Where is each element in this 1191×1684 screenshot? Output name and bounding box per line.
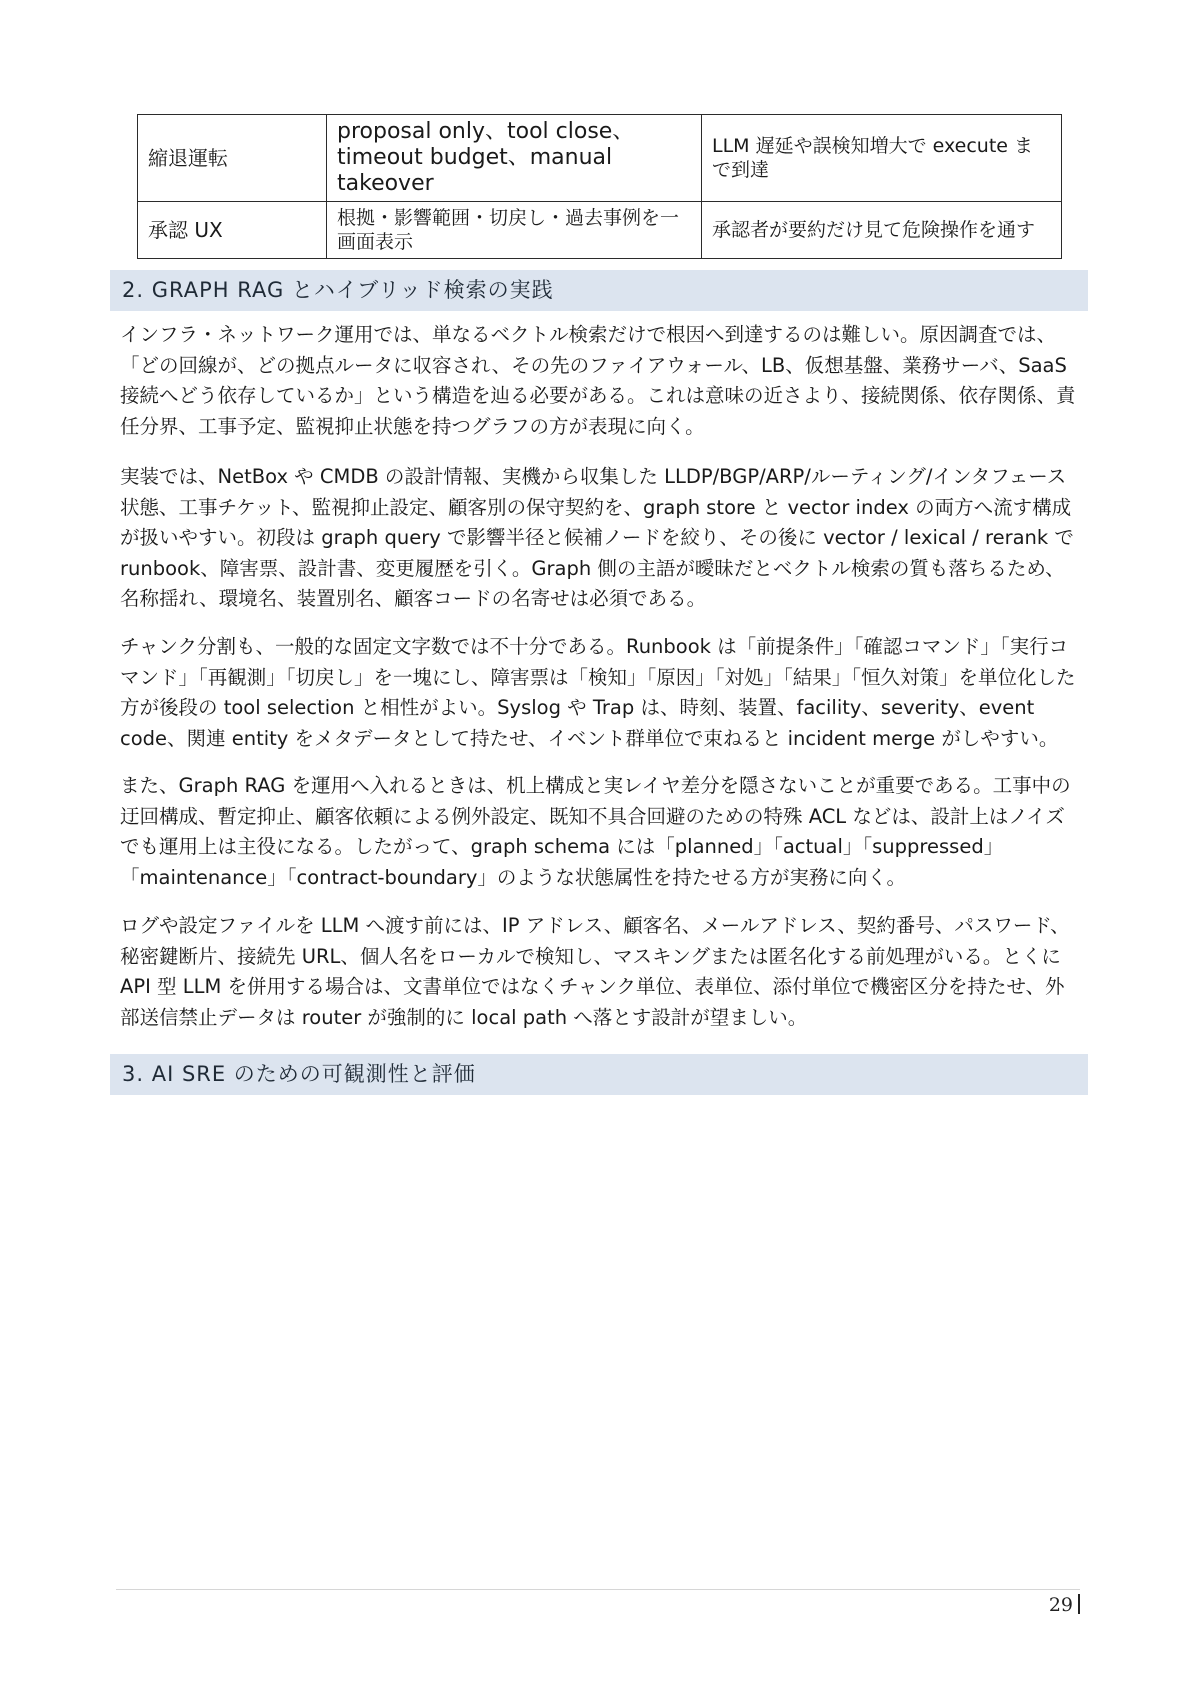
- table-cell: LLM 遅延や誤検知増大で execute まで到達: [702, 115, 1062, 202]
- table-row: [138, 202, 1062, 259]
- table-cell: 承認者が要約だけ見て危険操作を通す: [702, 202, 1062, 259]
- paragraph: ログや設定ファイルを LLM へ渡す前には、IP アドレス、顧客名、メールアドレス、契約番号、パスワード、秘密鍵断片、接続先 URL、個人名をローカルで検知し、マスキングまたは匿名化する前処理がいる。とくに API 型 LLM を併用する場合は、文書単位ではなくチャンク単位、表単位、添付単位で機密区分を持たせ、外部送信禁止データは router が強制的に local path へ落とす設計が望ましい。: [120, 914, 1070, 1029]
- paragraph: 実装では、NetBox や CMDB の設計情報、実機から収集した LLDP/BGP/ARP/ルーティング/インタフェース状態、工事チケット、監視抑止設定、顧客別の保守契約を、graph store と vector index の両方へ流す構成が扱いやすい。初段は graph query で影響半径と候補ノードを絞り、その後に vector / lexical / rerank で runbook、障害票、設計書、変更履歴を引く。Graph 側の主語が曖昧だとベクトル検索の質も落ちるため、名称揺れ、環境名、装置別名、顧客コードの名寄せは必須である。: [120, 465, 1074, 610]
- section-heading: 3. AI SRE のための可観測性と評価: [110, 1054, 1088, 1095]
- page-number-text: 29: [1048, 1594, 1073, 1616]
- section-heading: 2. GRAPH RAG とハイブリッド検索の実践: [110, 270, 1088, 311]
- page-number-bar: [1078, 1594, 1080, 1614]
- table-cell: [327, 115, 702, 202]
- table-cell: 根拠・影響範囲・切戻し・過去事例を一画面表示: [327, 202, 702, 259]
- table-cell: 縮退運転: [138, 115, 327, 202]
- paragraph: また、Graph RAG を運用へ入れるときは、机上構成と実レイヤ差分を隠さないことが重要である。工事中の迂回構成、暫定抑止、顧客依頼による例外設定、既知不具合回避のための特殊 ACL などは、設計上はノイズでも運用上は主役になる。したがって、graph schema には「planned」「actual」「suppressed」「maintenance」「contract-boundary」のような状態属性を持たせる方が実務に向く。: [120, 774, 1071, 889]
- table-cell-text: proposal only、tool close、timeout budget、manual takeover: [337, 119, 635, 196]
- table-cell: 承認 UX: [138, 202, 327, 259]
- paragraph: インフラ・ネットワーク運用では、単なるベクトル検索だけで根因へ到達するのは難しい。原因調査では、「どの回線が、どの拠点ルータに収容され、その先のファイアウォール、LB、仮想基盤、業務サーバ、SaaS 接続へどう依存しているか」という構造を辿る必要がある。これは意味の近さより、接続関係、依存関係、責任分界、工事予定、監視抑止状態を持つグラフの方が表現に向く。: [120, 323, 1076, 438]
- table-row: [138, 115, 1062, 202]
- footer-divider: [116, 1589, 1080, 1590]
- comparison-table: [137, 114, 1062, 259]
- paragraph: チャンク分割も、一般的な固定文字数では不十分である。Runbook は「前提条件」「確認コマンド」「実行コマンド」「再観測」「切戻し」を一塊にし、障害票は「検知」「原因」「対処」「結果」「恒久対策」を単位化した方が後段の tool selection と相性がよい。Syslog や Trap は、時刻、装置、facility、severity、event code、関連 entity をメタデータとして持たせ、イベント群単位で束ねると incident merge がしやすい。: [120, 635, 1076, 750]
- page-number: [1020, 1593, 1080, 1617]
